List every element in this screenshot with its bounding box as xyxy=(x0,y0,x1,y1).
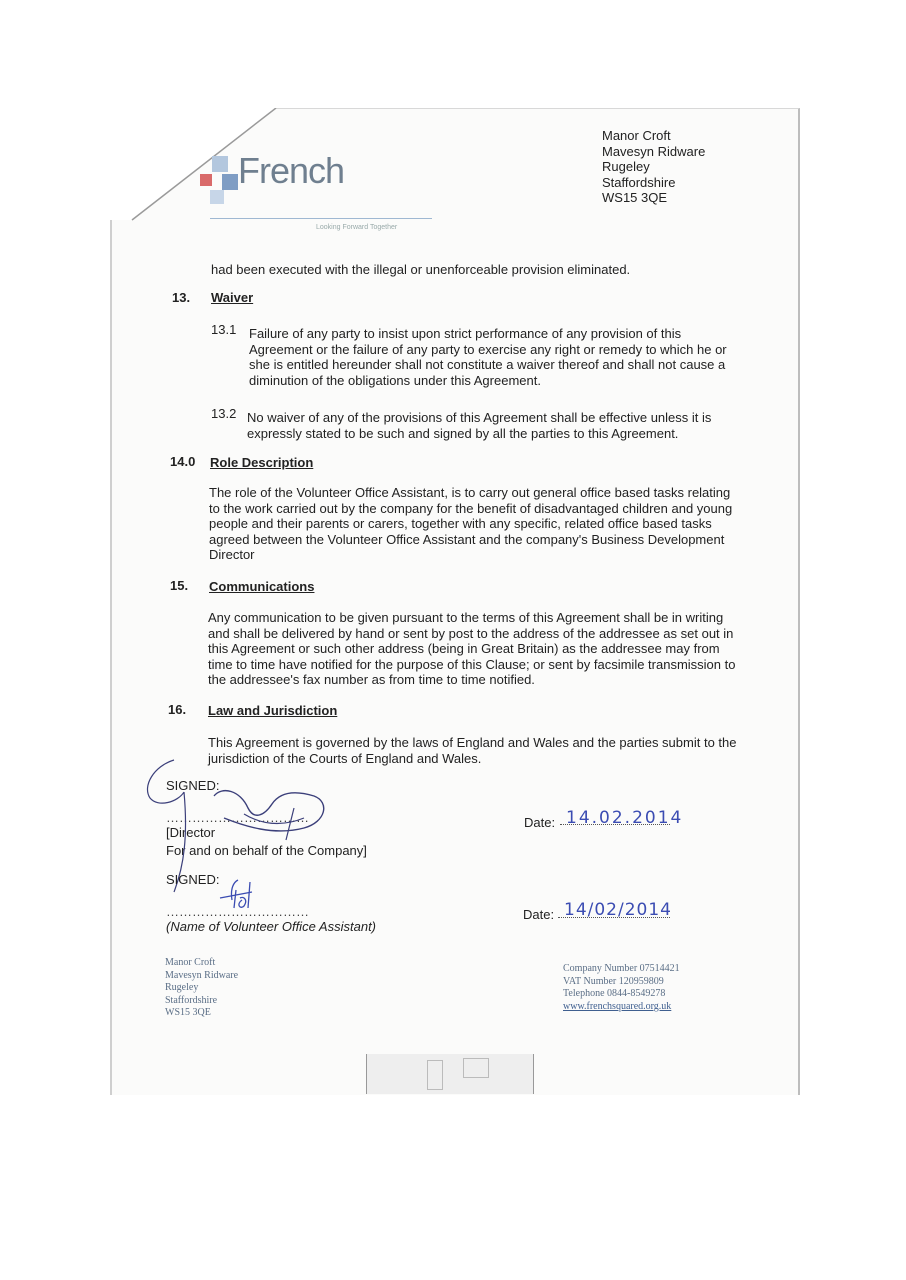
footer-address-line: Manor Croft xyxy=(165,957,216,968)
footer-address-line: WS15 3QE xyxy=(165,1007,211,1019)
address-line: WS15 3QE xyxy=(602,190,668,205)
section-13-number: 13. xyxy=(172,290,191,305)
footer-company-info xyxy=(563,963,680,1013)
section-14-text xyxy=(209,485,732,563)
text-line: people and their parents or carers, together with any specific, related office based tasks xyxy=(209,516,712,531)
text-line: jurisdiction of the Courts of England and Wales. xyxy=(208,750,482,766)
section-16-number: 16. xyxy=(168,702,187,717)
signed-label: SIGNED: xyxy=(166,872,220,887)
clause-13-1-number: 13.1 xyxy=(211,322,237,337)
section-14-heading: Role Description xyxy=(210,455,314,470)
text-line: diminution of the obligations under this Agreement. xyxy=(249,372,541,388)
vat-number: VAT Number 120959809 xyxy=(563,975,664,987)
logo-wordmark: French xyxy=(238,150,345,191)
footer-address-line: Mavesyn Ridware xyxy=(165,969,239,981)
text-line: The role of the Volunteer Office Assistant, is to carry out general office based tasks relating xyxy=(209,485,731,500)
section-15-number: 15. xyxy=(170,578,189,593)
signed-label: SIGNED: xyxy=(166,778,220,793)
text-line: Any communication to be given pursuant to the terms of this Agreement shall be in writing xyxy=(208,610,724,625)
footer-address xyxy=(165,957,238,1020)
clause-13-2-text xyxy=(247,410,711,441)
section-14-number: 14.0 xyxy=(170,454,196,469)
section-15-text xyxy=(208,610,735,688)
footer-address-line: Staffordshire xyxy=(165,994,218,1006)
website-link[interactable]: www.frenchsquared.org.uk xyxy=(563,1000,672,1012)
logo-tagline: Looking Forward Together xyxy=(316,224,398,231)
date-dotted-line xyxy=(560,824,670,825)
text-line: No waiver of any of the provisions of this Agreement shall be effective unless it is xyxy=(247,410,712,425)
intro-text: had been executed with the illegal or unenforceable provision eliminated. xyxy=(211,262,631,277)
text-line: this Agreement or such other address (being in Great Britain) as the addressee may from xyxy=(208,641,720,656)
clause-13-1-text xyxy=(249,326,727,388)
handwritten-date: 14.02.2014 xyxy=(566,808,684,828)
text-line: time to time have notified for the purpose of this Clause; or sent by facsimile transmission to xyxy=(208,656,736,672)
text-line: Agreement or the failure of any party to exercise any right or remedy to which he or xyxy=(249,341,727,357)
text-line: Failure of any party to insist upon strict performance of any provision of this xyxy=(249,326,682,341)
text-line: to the work carried out by the company for the benefit of disadvantaged children and young xyxy=(209,500,733,516)
text-line: This Agreement is governed by the laws of England and Wales and the parties submit to the xyxy=(208,735,737,750)
signature-dots: …………………………… xyxy=(166,904,309,919)
company-logo xyxy=(190,150,240,210)
handwritten-date: 14/02/2014 xyxy=(564,900,672,920)
telephone: Telephone 0844-8549278 xyxy=(563,988,666,1000)
address-line: Rugeley xyxy=(602,159,650,174)
footer-address-line: Rugeley xyxy=(165,982,199,994)
clause-13-2-number: 13.2 xyxy=(211,406,237,421)
address-line: Manor Croft xyxy=(602,128,671,143)
section-15-heading: Communications xyxy=(209,579,315,594)
date-label: Date: xyxy=(524,815,556,830)
section-16-heading: Law and Jurisdiction xyxy=(208,703,338,718)
scan-artifact xyxy=(366,1054,534,1094)
address-line: Mavesyn Ridware xyxy=(602,143,706,159)
date-dotted-line xyxy=(558,917,670,918)
volunteer-signature xyxy=(214,878,264,914)
text-line: she is entitled hereunder shall not constitute a waiver thereof and shall not cause a xyxy=(249,357,726,372)
date-label: Date: xyxy=(523,907,555,922)
letterhead-address xyxy=(602,128,705,206)
section-13-heading: Waiver xyxy=(211,290,254,305)
text-line: and shall be delivered by hand or sent by post to the address of the addressee as set out in xyxy=(208,625,734,641)
logo-divider xyxy=(210,218,432,219)
company-number: Company Number 07514421 xyxy=(563,963,680,974)
director-label: [Director xyxy=(166,825,216,840)
text-line: the addressee's fax number as from time to time notified. xyxy=(208,672,535,687)
text-line: Director xyxy=(209,547,255,562)
text-line: expressly stated to be such and signed by all the parties to this Agreement. xyxy=(247,425,679,441)
signature-dots: …………………………… xyxy=(166,810,309,825)
volunteer-name-label: (Name of Volunteer Office Assistant) xyxy=(166,919,377,934)
company-behalf-label: For and on behalf of the Company] xyxy=(166,843,367,858)
document-page xyxy=(110,108,800,1095)
text-line: agreed between the Volunteer Office Assistant and the company's Business Development xyxy=(209,531,725,547)
address-line: Staffordshire xyxy=(602,174,676,190)
